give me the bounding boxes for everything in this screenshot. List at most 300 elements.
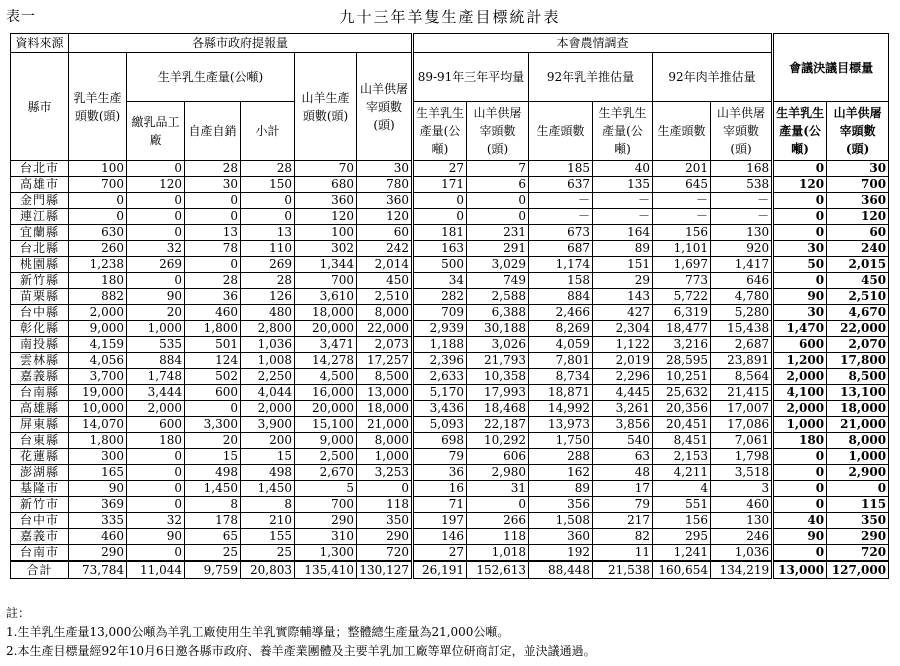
value-cell: 13: [241, 225, 295, 241]
county-cell: 金門縣: [11, 193, 69, 209]
value-cell: 700: [295, 497, 357, 513]
value-cell: 1,000: [357, 449, 413, 465]
value-cell: 65: [185, 529, 241, 545]
value-cell: 2,466: [529, 305, 593, 321]
value-cell: 3,700: [69, 369, 127, 385]
county-cell: 屏東縣: [11, 417, 69, 433]
value-cell: 2,939: [413, 321, 467, 337]
value-cell: 10,251: [653, 369, 711, 385]
value-cell: 2,000: [773, 369, 827, 385]
value-cell: 335: [69, 513, 127, 529]
value-cell: 480: [241, 305, 295, 321]
value-cell: 0: [185, 401, 241, 417]
value-cell: 2,510: [827, 289, 889, 305]
value-cell: 1,800: [185, 321, 241, 337]
value-cell: 13,100: [827, 385, 889, 401]
value-cell: 0: [185, 193, 241, 209]
avg-milk-header: 生羊乳生產量(公噸): [413, 102, 467, 161]
self-sale-header: 自產自銷: [185, 102, 241, 161]
value-cell: 637: [529, 177, 593, 193]
value-cell: 884: [127, 353, 185, 369]
value-cell: 3: [711, 481, 773, 497]
value-cell: 460: [69, 529, 127, 545]
value-cell: 18,468: [467, 401, 529, 417]
target-milk-header: 生羊乳生產量(公噸): [773, 102, 827, 161]
value-cell: 0: [127, 209, 185, 225]
value-cell: 63: [593, 449, 653, 465]
value-cell: 17,800: [827, 353, 889, 369]
value-cell: 5,722: [653, 289, 711, 305]
value-cell: 3,518: [711, 465, 773, 481]
table-row: [11, 225, 889, 241]
value-cell: 127,000: [827, 561, 889, 579]
county-cell: 基隆市: [11, 481, 69, 497]
table-row: [11, 401, 889, 417]
table-row: [11, 273, 889, 289]
value-cell: 160,654: [653, 561, 711, 579]
value-cell: 115: [827, 497, 889, 513]
value-cell: 15: [241, 449, 295, 465]
value-cell: 5,093: [413, 417, 467, 433]
value-cell: 118: [357, 497, 413, 513]
value-cell: 21,000: [827, 417, 889, 433]
value-cell: 600: [773, 337, 827, 353]
value-cell: 16,000: [295, 385, 357, 401]
value-cell: 2,500: [295, 449, 357, 465]
table-row: [11, 337, 889, 353]
value-cell: 50: [773, 257, 827, 273]
value-cell: 4,100: [773, 385, 827, 401]
value-cell: 130: [711, 225, 773, 241]
value-cell: －: [711, 209, 773, 225]
value-cell: 32: [127, 513, 185, 529]
value-cell: 0: [773, 545, 827, 562]
county-cell: 嘉義市: [11, 529, 69, 545]
value-cell: 2,396: [413, 353, 467, 369]
value-cell: 20,356: [653, 401, 711, 417]
table-row: [11, 481, 889, 497]
value-cell: 151: [593, 257, 653, 273]
value-cell: 2,000: [127, 401, 185, 417]
value-cell: 700: [69, 177, 127, 193]
value-cell: 18,000: [295, 305, 357, 321]
value-cell: 79: [593, 497, 653, 513]
value-cell: 27: [413, 545, 467, 562]
value-cell: 30: [185, 177, 241, 193]
value-cell: 3,026: [467, 337, 529, 353]
value-cell: 2,015: [827, 257, 889, 273]
value-cell: 350: [827, 513, 889, 529]
value-cell: 180: [69, 273, 127, 289]
value-cell: 82: [593, 529, 653, 545]
value-cell: 18,871: [529, 385, 593, 401]
county-cell: 新竹市: [11, 497, 69, 513]
value-cell: 134,219: [711, 561, 773, 579]
value-cell: 687: [529, 241, 593, 257]
value-cell: 36: [185, 289, 241, 305]
value-cell: 120: [127, 177, 185, 193]
value-cell: 2,633: [413, 369, 467, 385]
value-cell: 90: [773, 529, 827, 545]
value-cell: 698: [413, 433, 467, 449]
value-cell: 680: [295, 177, 357, 193]
value-cell: 10,292: [467, 433, 529, 449]
value-cell: －: [653, 193, 711, 209]
value-cell: 600: [185, 385, 241, 401]
county-cell: 台中縣: [11, 305, 69, 321]
value-cell: 19,000: [69, 385, 127, 401]
value-cell: 29: [593, 273, 653, 289]
value-cell: 3,444: [127, 385, 185, 401]
value-cell: 0: [467, 209, 529, 225]
value-cell: 4,445: [593, 385, 653, 401]
est-92-milk-heads-header: 生產頭數: [529, 102, 593, 161]
value-cell: 1,036: [711, 545, 773, 562]
table-row: [11, 449, 889, 465]
value-cell: 498: [241, 465, 295, 481]
source-header: 資料來源: [11, 34, 69, 53]
value-cell: 2,687: [711, 337, 773, 353]
value-cell: 20,000: [295, 321, 357, 337]
county-cell: 宜蘭縣: [11, 225, 69, 241]
value-cell: 1,798: [711, 449, 773, 465]
value-cell: 4,780: [711, 289, 773, 305]
table-number-label: 表一: [6, 9, 36, 25]
value-cell: 3,471: [295, 337, 357, 353]
value-cell: 11: [593, 545, 653, 562]
county-cell: 高雄市: [11, 177, 69, 193]
value-cell: 0: [69, 209, 127, 225]
value-cell: 22,000: [827, 321, 889, 337]
value-cell: 90: [127, 529, 185, 545]
value-cell: 645: [653, 177, 711, 193]
value-cell: 0: [127, 225, 185, 241]
value-cell: 0: [773, 209, 827, 225]
value-cell: 1,000: [827, 449, 889, 465]
value-cell: 164: [593, 225, 653, 241]
value-cell: 290: [827, 529, 889, 545]
value-cell: 10,000: [69, 401, 127, 417]
value-cell: 197: [413, 513, 467, 529]
avg-slaughter-header: 山羊供屠宰頭數(頭): [467, 102, 529, 161]
value-cell: 28: [241, 273, 295, 289]
value-cell: 0: [413, 193, 467, 209]
county-cell: 台南縣: [11, 385, 69, 401]
value-cell: 1,122: [593, 337, 653, 353]
total-row: [11, 561, 889, 579]
value-cell: 162: [529, 465, 593, 481]
value-cell: 100: [295, 225, 357, 241]
value-cell: 5,170: [413, 385, 467, 401]
value-cell: 3,216: [653, 337, 711, 353]
value-cell: 0: [127, 161, 185, 177]
value-cell: 2,304: [593, 321, 653, 337]
value-cell: 22,000: [357, 321, 413, 337]
value-cell: 79: [413, 449, 467, 465]
value-cell: 100: [69, 161, 127, 177]
value-cell: 1,508: [529, 513, 593, 529]
value-cell: 89: [593, 241, 653, 257]
value-cell: 1,417: [711, 257, 773, 273]
value-cell: 538: [711, 177, 773, 193]
value-cell: 165: [69, 465, 127, 481]
table-row: [11, 321, 889, 337]
value-cell: 88,448: [529, 561, 593, 579]
value-cell: 1,697: [653, 257, 711, 273]
value-cell: 8: [185, 497, 241, 513]
value-cell: 646: [711, 273, 773, 289]
value-cell: 450: [827, 273, 889, 289]
note-2: 2.本生產目標量經92年10月6日邀各縣市政府、養羊產業團體及主要羊乳加工廠等單位研商訂定，並決議通過。: [6, 644, 596, 658]
value-cell: 30: [357, 161, 413, 177]
county-cell: 花蓮縣: [11, 449, 69, 465]
value-cell: 178: [185, 513, 241, 529]
value-cell: 21,415: [711, 385, 773, 401]
milk-heads-header: 乳羊生產頭數(頭): [69, 53, 127, 161]
value-cell: 217: [593, 513, 653, 529]
value-cell: 0: [773, 449, 827, 465]
value-cell: 90: [127, 289, 185, 305]
county-cell: 台北市: [11, 161, 69, 177]
value-cell: 26,191: [413, 561, 467, 579]
value-cell: 673: [529, 225, 593, 241]
value-cell: 3,261: [593, 401, 653, 417]
value-cell: 201: [653, 161, 711, 177]
value-cell: 630: [69, 225, 127, 241]
table-row: [11, 433, 889, 449]
footnotes: [6, 604, 596, 661]
value-cell: 2,073: [357, 337, 413, 353]
county-cell: 澎湖縣: [11, 465, 69, 481]
value-cell: 31: [467, 481, 529, 497]
value-cell: 9,759: [185, 561, 241, 579]
value-cell: 18,000: [357, 401, 413, 417]
value-cell: 171: [413, 177, 467, 193]
value-cell: －: [529, 209, 593, 225]
value-cell: 780: [357, 177, 413, 193]
value-cell: 10,358: [467, 369, 529, 385]
value-cell: 28: [185, 273, 241, 289]
value-cell: 120: [295, 209, 357, 225]
value-cell: 90: [773, 289, 827, 305]
value-cell: 156: [653, 513, 711, 529]
value-cell: 135: [593, 177, 653, 193]
value-cell: 427: [593, 305, 653, 321]
value-cell: 3,029: [467, 257, 529, 273]
value-cell: 720: [827, 545, 889, 562]
value-cell: 290: [295, 513, 357, 529]
value-cell: 4,670: [827, 305, 889, 321]
value-cell: 3,610: [295, 289, 357, 305]
value-cell: 146: [413, 529, 467, 545]
subtotal-header: 小計: [241, 102, 295, 161]
gov-report-header: 各縣市政府提報量: [69, 34, 413, 53]
value-cell: 25: [241, 545, 295, 562]
value-cell: 9,000: [295, 433, 357, 449]
value-cell: 0: [773, 161, 827, 177]
value-cell: 210: [241, 513, 295, 529]
value-cell: 156: [653, 225, 711, 241]
value-cell: 1,036: [241, 337, 295, 353]
value-cell: 130: [711, 513, 773, 529]
value-cell: 288: [529, 449, 593, 465]
value-cell: 5,280: [711, 305, 773, 321]
value-cell: 27: [413, 161, 467, 177]
value-cell: 360: [827, 193, 889, 209]
value-cell: 120: [827, 209, 889, 225]
county-cell: 高雄縣: [11, 401, 69, 417]
table-row: [11, 465, 889, 481]
county-cell: 連江縣: [11, 209, 69, 225]
value-cell: 15,100: [295, 417, 357, 433]
value-cell: 0: [773, 225, 827, 241]
value-cell: 180: [773, 433, 827, 449]
value-cell: 28,595: [653, 353, 711, 369]
est-92-milk-header: 92年乳羊推估量: [529, 53, 653, 102]
value-cell: 73,784: [69, 561, 127, 579]
value-cell: 181: [413, 225, 467, 241]
value-cell: 240: [827, 241, 889, 257]
est-92-meat-heads-header: 生產頭數: [653, 102, 711, 161]
page-title: 九十三年羊隻生產目標統計表: [339, 8, 561, 26]
value-cell: 460: [711, 497, 773, 513]
value-cell: 7,801: [529, 353, 593, 369]
value-cell: 500: [413, 257, 467, 273]
value-cell: 720: [357, 545, 413, 562]
value-cell: 2,000: [241, 401, 295, 417]
decision-header: 會議決議目標量: [773, 34, 889, 102]
est-92-meat-slaughter-header: 山羊供屠宰頭數(頭): [711, 102, 773, 161]
value-cell: 120: [773, 177, 827, 193]
supply-factory-header: 繳乳品工廠: [127, 102, 185, 161]
value-cell: 7: [467, 161, 529, 177]
value-cell: 0: [413, 209, 467, 225]
value-cell: 2,153: [653, 449, 711, 465]
table-row: [11, 513, 889, 529]
value-cell: 4,159: [69, 337, 127, 353]
value-cell: 1,450: [185, 481, 241, 497]
value-cell: 14,278: [295, 353, 357, 369]
table-row: [11, 305, 889, 321]
value-cell: 8,734: [529, 369, 593, 385]
table-row: [11, 545, 889, 562]
value-cell: 110: [241, 241, 295, 257]
value-cell: 25,632: [653, 385, 711, 401]
value-cell: 0: [241, 209, 295, 225]
value-cell: 1,241: [653, 545, 711, 562]
table-row: [11, 209, 889, 225]
value-cell: 17,007: [711, 401, 773, 417]
county-cell: 雲林縣: [11, 353, 69, 369]
value-cell: 6,319: [653, 305, 711, 321]
county-cell: 南投縣: [11, 337, 69, 353]
value-cell: 360: [295, 193, 357, 209]
value-cell: 90: [69, 481, 127, 497]
value-cell: 15: [185, 449, 241, 465]
table-row: [11, 529, 889, 545]
value-cell: 40: [593, 161, 653, 177]
value-cell: 242: [357, 241, 413, 257]
value-cell: 0: [467, 497, 529, 513]
value-cell: 8,000: [827, 433, 889, 449]
value-cell: 0: [127, 449, 185, 465]
value-cell: 23,891: [711, 353, 773, 369]
value-cell: 13,000: [773, 561, 827, 579]
value-cell: 502: [185, 369, 241, 385]
value-cell: 0: [127, 481, 185, 497]
target-slaughter-header: 山羊供屠宰頭數(頭): [827, 102, 889, 161]
value-cell: 20,451: [653, 417, 711, 433]
value-cell: 20,000: [295, 401, 357, 417]
value-cell: 0: [773, 193, 827, 209]
value-cell: 0: [127, 193, 185, 209]
statistics-table: [10, 33, 889, 579]
table-row: [11, 257, 889, 273]
value-cell: 2,000: [773, 401, 827, 417]
value-cell: 120: [357, 209, 413, 225]
value-cell: －: [711, 193, 773, 209]
table-row: [11, 497, 889, 513]
value-cell: 535: [127, 337, 185, 353]
county-cell: 新竹縣: [11, 273, 69, 289]
value-cell: 21,000: [357, 417, 413, 433]
table-row: [11, 353, 889, 369]
value-cell: 14,992: [529, 401, 593, 417]
value-cell: 143: [593, 289, 653, 305]
value-cell: 18,477: [653, 321, 711, 337]
value-cell: 40: [773, 513, 827, 529]
value-cell: 6: [467, 177, 529, 193]
value-cell: 231: [467, 225, 529, 241]
value-cell: 501: [185, 337, 241, 353]
value-cell: 884: [529, 289, 593, 305]
value-cell: 124: [185, 353, 241, 369]
value-cell: 28: [185, 161, 241, 177]
value-cell: 266: [467, 513, 529, 529]
value-cell: －: [593, 209, 653, 225]
value-cell: 6,388: [467, 305, 529, 321]
value-cell: 30: [827, 161, 889, 177]
value-cell: 0: [69, 193, 127, 209]
county-header: 縣市: [11, 53, 69, 161]
value-cell: 300: [69, 449, 127, 465]
value-cell: 498: [185, 465, 241, 481]
note-1: 1.生羊乳生產量13,000公噸為羊乳工廠使用生羊乳實際輔導量；整體總生產量為21,000公噸。: [6, 625, 510, 639]
value-cell: 2,000: [69, 305, 127, 321]
value-cell: 4,211: [653, 465, 711, 481]
value-cell: 246: [711, 529, 773, 545]
value-cell: 0: [127, 465, 185, 481]
value-cell: 0: [773, 273, 827, 289]
value-cell: 18,000: [827, 401, 889, 417]
value-cell: 13: [185, 225, 241, 241]
value-cell: 2,900: [827, 465, 889, 481]
value-cell: 17,257: [357, 353, 413, 369]
value-cell: 0: [467, 193, 529, 209]
value-cell: 3,436: [413, 401, 467, 417]
value-cell: 8,500: [827, 369, 889, 385]
value-cell: 78: [185, 241, 241, 257]
value-cell: 1,238: [69, 257, 127, 273]
table-row: [11, 161, 889, 177]
value-cell: 4,500: [295, 369, 357, 385]
value-cell: 0: [773, 497, 827, 513]
county-cell: 台東縣: [11, 433, 69, 449]
value-cell: 8,269: [529, 321, 593, 337]
value-cell: 4,044: [241, 385, 295, 401]
value-cell: 4,056: [69, 353, 127, 369]
value-cell: 0: [127, 273, 185, 289]
